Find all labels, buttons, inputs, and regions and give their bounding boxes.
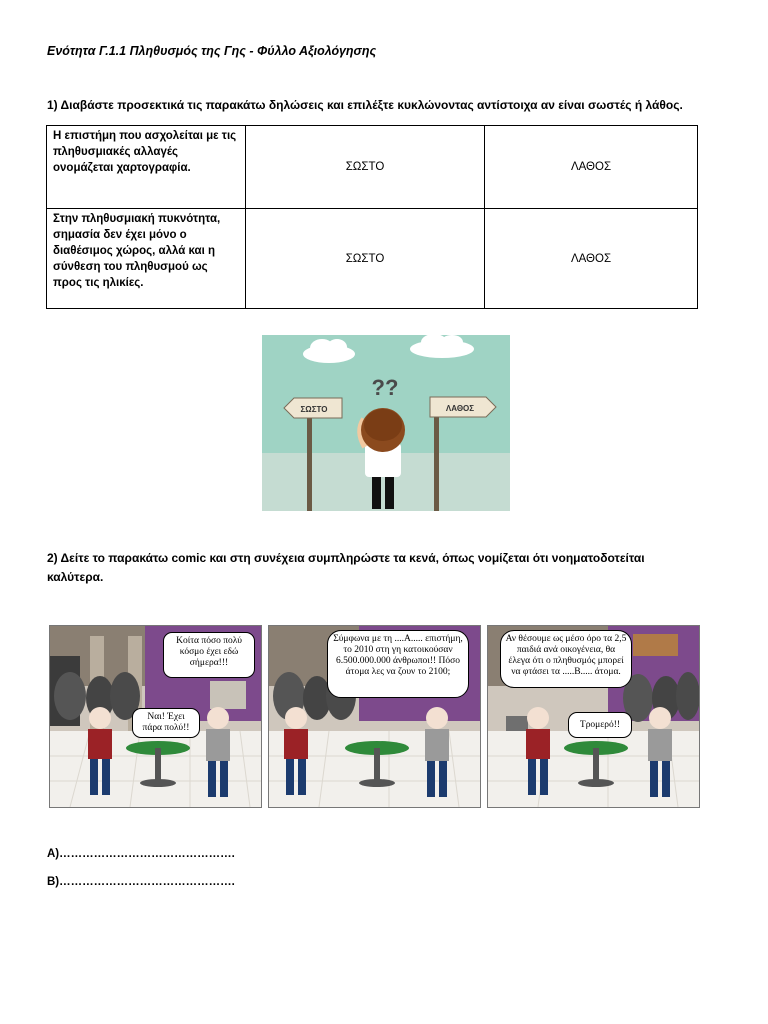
- question-1-text: 1) Διαβάστε προσεκτικά τις παρακάτω δηλώσεις και επιλέξτε κυκλώνοντας αντίστοιχα αν είναι σωστές ή λάθος.: [47, 98, 683, 112]
- speech-bubble: Κοίτα πόσο πολύ κόσμο έχει εδώ σήμερα!!!: [163, 632, 255, 678]
- left-sign-label: ΣΩΣΤΟ: [300, 405, 328, 414]
- answer-b-blank[interactable]: Β)……………………………………….: [47, 876, 235, 888]
- page-title: Ενότητα Γ.1.1 Πληθυσμός της Γης - Φύλλο Αξιολόγησης: [47, 44, 377, 58]
- question-marks: ??: [371, 375, 399, 400]
- true-option-1[interactable]: ΣΩΣΤΟ: [246, 126, 485, 209]
- answer-a-blank[interactable]: Α)……………………………………….: [47, 848, 235, 860]
- speech-bubble: Ναι! Έχει πάρα πολύ!!: [132, 708, 200, 738]
- comic-panel-3: [487, 625, 700, 808]
- question-2-text-line2: καλύτερα.: [47, 570, 104, 584]
- true-false-table: [46, 125, 698, 309]
- false-option-1[interactable]: ΛΑΘΟΣ: [485, 126, 698, 209]
- statement-2: Στην πληθυσμιακή πυκνότητα, σημασία δεν έχει μόνο ο διαθέσιμος χώρος, αλλά και η σύνθεση του πληθυσμού ως προς τις ηλικίες.: [47, 209, 246, 309]
- table-row: [47, 209, 698, 309]
- comic-panel-2: [268, 625, 481, 808]
- comic-panel-1: [49, 625, 262, 808]
- statement-1: Η επιστήμη που ασχολείται με τις πληθυσμιακές αλλαγές ονομάζεται χαρτογραφία.: [47, 126, 246, 209]
- question-2-text-line1: 2) Δείτε το παρακάτω comic και στη συνέχεια συμπληρώστε τα κενά, όπως νομίζεται ότι νοηματοδοτείται: [47, 551, 645, 565]
- table-row: [47, 126, 698, 209]
- true-option-2[interactable]: ΣΩΣΤΟ: [246, 209, 485, 309]
- speech-bubble: Σύμφωνα με τη ....Α..... επιστήμη, το 2010 στη γη κατοικούσαν 6.500.000.000 άνθρωποι!! Πόσο άτομα λες να ζουν το 2100;: [327, 630, 469, 698]
- speech-bubble: Τρομερό!!: [568, 712, 632, 738]
- right-sign-label: ΛΑΘΟΣ: [445, 404, 475, 413]
- speech-bubble: Αν θέσουμε ως μέσο όρο τα 2,5 παιδιά ανά οικογένεια, θα έλεγα ότι ο πληθυσμός μπορεί να φτάσει τα .....Β..... άτομα.: [500, 630, 632, 688]
- false-option-2[interactable]: ΛΑΘΟΣ: [485, 209, 698, 309]
- crossroads-illustration: [262, 335, 510, 511]
